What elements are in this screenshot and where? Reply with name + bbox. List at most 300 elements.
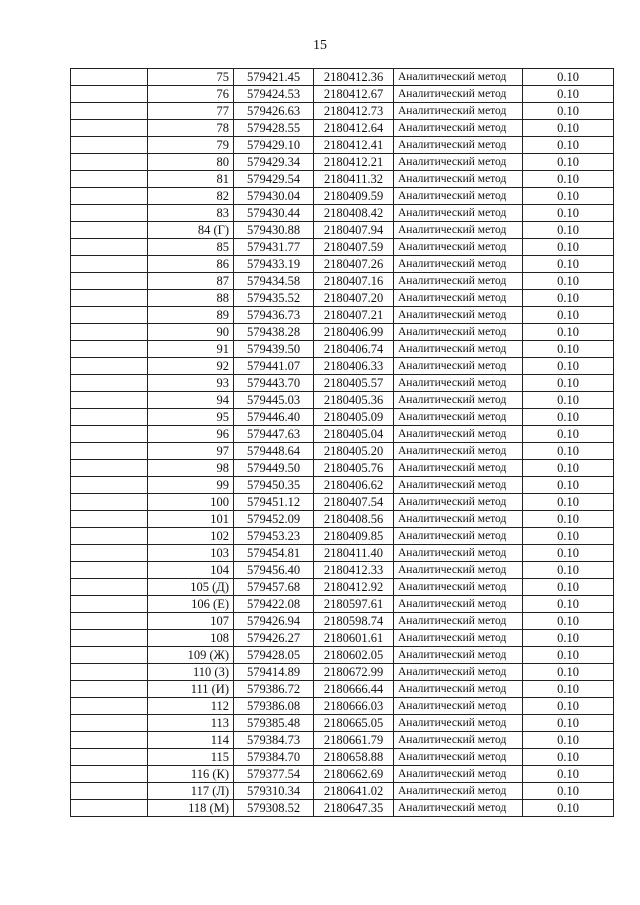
blank-cell xyxy=(71,171,148,188)
blank-cell xyxy=(71,426,148,443)
error-cell: 0.10 xyxy=(523,290,614,307)
error-cell: 0.10 xyxy=(523,273,614,290)
x-coordinate-cell: 579421.45 xyxy=(234,69,314,86)
blank-cell xyxy=(71,732,148,749)
y-coordinate-cell: 2180412.64 xyxy=(314,120,394,137)
x-coordinate-cell: 579430.88 xyxy=(234,222,314,239)
method-cell: Аналитический метод xyxy=(394,69,523,86)
y-coordinate-cell: 2180641.02 xyxy=(314,783,394,800)
y-coordinate-cell: 2180408.42 xyxy=(314,205,394,222)
x-coordinate-cell: 579435.52 xyxy=(234,290,314,307)
coordinates-table-body xyxy=(71,69,614,817)
blank-cell xyxy=(71,800,148,817)
y-coordinate-cell: 2180658.88 xyxy=(314,749,394,766)
error-cell: 0.10 xyxy=(523,460,614,477)
x-coordinate-cell: 579384.70 xyxy=(234,749,314,766)
point-number-cell: 86 xyxy=(148,256,234,273)
x-coordinate-cell: 579443.70 xyxy=(234,375,314,392)
table-row xyxy=(71,613,614,630)
blank-cell xyxy=(71,137,148,154)
y-coordinate-cell: 2180407.94 xyxy=(314,222,394,239)
method-cell: Аналитический метод xyxy=(394,290,523,307)
point-number-cell: 106 (Е) xyxy=(148,596,234,613)
blank-cell xyxy=(71,749,148,766)
table-row xyxy=(71,511,614,528)
point-number-cell: 110 (З) xyxy=(148,664,234,681)
blank-cell xyxy=(71,596,148,613)
error-cell: 0.10 xyxy=(523,732,614,749)
table-row xyxy=(71,630,614,647)
x-coordinate-cell: 579414.89 xyxy=(234,664,314,681)
point-number-cell: 93 xyxy=(148,375,234,392)
blank-cell xyxy=(71,715,148,732)
point-number-cell: 79 xyxy=(148,137,234,154)
blank-cell xyxy=(71,511,148,528)
blank-cell xyxy=(71,494,148,511)
blank-cell xyxy=(71,341,148,358)
error-cell: 0.10 xyxy=(523,205,614,222)
point-number-cell: 96 xyxy=(148,426,234,443)
method-cell: Аналитический метод xyxy=(394,307,523,324)
table-row xyxy=(71,494,614,511)
error-cell: 0.10 xyxy=(523,698,614,715)
point-number-cell: 78 xyxy=(148,120,234,137)
method-cell: Аналитический метод xyxy=(394,511,523,528)
y-coordinate-cell: 2180602.05 xyxy=(314,647,394,664)
y-coordinate-cell: 2180406.99 xyxy=(314,324,394,341)
error-cell: 0.10 xyxy=(523,256,614,273)
method-cell: Аналитический метод xyxy=(394,137,523,154)
method-cell: Аналитический метод xyxy=(394,562,523,579)
error-cell: 0.10 xyxy=(523,188,614,205)
error-cell: 0.10 xyxy=(523,120,614,137)
point-number-cell: 103 xyxy=(148,545,234,562)
blank-cell xyxy=(71,766,148,783)
error-cell: 0.10 xyxy=(523,341,614,358)
y-coordinate-cell: 2180407.54 xyxy=(314,494,394,511)
method-cell: Аналитический метод xyxy=(394,154,523,171)
method-cell: Аналитический метод xyxy=(394,630,523,647)
table-row xyxy=(71,528,614,545)
y-coordinate-cell: 2180406.33 xyxy=(314,358,394,375)
x-coordinate-cell: 579439.50 xyxy=(234,341,314,358)
table-row xyxy=(71,188,614,205)
x-coordinate-cell: 579451.12 xyxy=(234,494,314,511)
blank-cell xyxy=(71,375,148,392)
y-coordinate-cell: 2180411.32 xyxy=(314,171,394,188)
error-cell: 0.10 xyxy=(523,511,614,528)
y-coordinate-cell: 2180661.79 xyxy=(314,732,394,749)
error-cell: 0.10 xyxy=(523,86,614,103)
table-row xyxy=(71,443,614,460)
table-row xyxy=(71,120,614,137)
point-number-cell: 99 xyxy=(148,477,234,494)
table-row xyxy=(71,137,614,154)
error-cell: 0.10 xyxy=(523,239,614,256)
y-coordinate-cell: 2180647.35 xyxy=(314,800,394,817)
method-cell: Аналитический метод xyxy=(394,494,523,511)
blank-cell xyxy=(71,477,148,494)
point-number-cell: 85 xyxy=(148,239,234,256)
blank-cell xyxy=(71,783,148,800)
y-coordinate-cell: 2180405.57 xyxy=(314,375,394,392)
blank-cell xyxy=(71,443,148,460)
blank-cell xyxy=(71,579,148,596)
x-coordinate-cell: 579436.73 xyxy=(234,307,314,324)
blank-cell xyxy=(71,256,148,273)
table-row xyxy=(71,171,614,188)
error-cell: 0.10 xyxy=(523,562,614,579)
error-cell: 0.10 xyxy=(523,681,614,698)
point-number-cell: 105 (Д) xyxy=(148,579,234,596)
x-coordinate-cell: 579453.23 xyxy=(234,528,314,545)
blank-cell xyxy=(71,358,148,375)
table-row xyxy=(71,273,614,290)
y-coordinate-cell: 2180412.36 xyxy=(314,69,394,86)
y-coordinate-cell: 2180412.21 xyxy=(314,154,394,171)
table-row xyxy=(71,239,614,256)
method-cell: Аналитический метод xyxy=(394,460,523,477)
error-cell: 0.10 xyxy=(523,477,614,494)
point-number-cell: 82 xyxy=(148,188,234,205)
blank-cell xyxy=(71,392,148,409)
y-coordinate-cell: 2180405.36 xyxy=(314,392,394,409)
table-row xyxy=(71,341,614,358)
method-cell: Аналитический метод xyxy=(394,443,523,460)
blank-cell xyxy=(71,562,148,579)
method-cell: Аналитический метод xyxy=(394,426,523,443)
table-row xyxy=(71,562,614,579)
blank-cell xyxy=(71,290,148,307)
point-number-cell: 89 xyxy=(148,307,234,324)
table-row xyxy=(71,324,614,341)
table-row xyxy=(71,409,614,426)
table-row xyxy=(71,222,614,239)
x-coordinate-cell: 579449.50 xyxy=(234,460,314,477)
method-cell: Аналитический метод xyxy=(394,681,523,698)
y-coordinate-cell: 2180408.56 xyxy=(314,511,394,528)
y-coordinate-cell: 2180405.09 xyxy=(314,409,394,426)
error-cell: 0.10 xyxy=(523,800,614,817)
method-cell: Аналитический метод xyxy=(394,613,523,630)
point-number-cell: 102 xyxy=(148,528,234,545)
point-number-cell: 100 xyxy=(148,494,234,511)
x-coordinate-cell: 579428.05 xyxy=(234,647,314,664)
y-coordinate-cell: 2180601.61 xyxy=(314,630,394,647)
x-coordinate-cell: 579431.77 xyxy=(234,239,314,256)
x-coordinate-cell: 579310.34 xyxy=(234,783,314,800)
method-cell: Аналитический метод xyxy=(394,256,523,273)
method-cell: Аналитический метод xyxy=(394,579,523,596)
table-row xyxy=(71,205,614,222)
blank-cell xyxy=(71,647,148,664)
y-coordinate-cell: 2180412.73 xyxy=(314,103,394,120)
method-cell: Аналитический метод xyxy=(394,409,523,426)
error-cell: 0.10 xyxy=(523,664,614,681)
x-coordinate-cell: 579377.54 xyxy=(234,766,314,783)
point-number-cell: 117 (Л) xyxy=(148,783,234,800)
x-coordinate-cell: 579426.94 xyxy=(234,613,314,630)
x-coordinate-cell: 579450.35 xyxy=(234,477,314,494)
point-number-cell: 109 (Ж) xyxy=(148,647,234,664)
method-cell: Аналитический метод xyxy=(394,341,523,358)
y-coordinate-cell: 2180662.69 xyxy=(314,766,394,783)
y-coordinate-cell: 2180406.62 xyxy=(314,477,394,494)
table-row xyxy=(71,681,614,698)
table-row xyxy=(71,69,614,86)
error-cell: 0.10 xyxy=(523,579,614,596)
error-cell: 0.10 xyxy=(523,443,614,460)
x-coordinate-cell: 579429.34 xyxy=(234,154,314,171)
point-number-cell: 111 (И) xyxy=(148,681,234,698)
method-cell: Аналитический метод xyxy=(394,783,523,800)
point-number-cell: 112 xyxy=(148,698,234,715)
y-coordinate-cell: 2180411.40 xyxy=(314,545,394,562)
error-cell: 0.10 xyxy=(523,545,614,562)
error-cell: 0.10 xyxy=(523,766,614,783)
error-cell: 0.10 xyxy=(523,171,614,188)
table-row xyxy=(71,800,614,817)
error-cell: 0.10 xyxy=(523,528,614,545)
table-row xyxy=(71,749,614,766)
blank-cell xyxy=(71,528,148,545)
x-coordinate-cell: 579430.04 xyxy=(234,188,314,205)
x-coordinate-cell: 579446.40 xyxy=(234,409,314,426)
error-cell: 0.10 xyxy=(523,392,614,409)
method-cell: Аналитический метод xyxy=(394,477,523,494)
blank-cell xyxy=(71,205,148,222)
point-number-cell: 107 xyxy=(148,613,234,630)
point-number-cell: 91 xyxy=(148,341,234,358)
blank-cell xyxy=(71,239,148,256)
point-number-cell: 115 xyxy=(148,749,234,766)
method-cell: Аналитический метод xyxy=(394,239,523,256)
x-coordinate-cell: 579448.64 xyxy=(234,443,314,460)
table-row xyxy=(71,732,614,749)
y-coordinate-cell: 2180598.74 xyxy=(314,613,394,630)
y-coordinate-cell: 2180666.44 xyxy=(314,681,394,698)
point-number-cell: 94 xyxy=(148,392,234,409)
method-cell: Аналитический метод xyxy=(394,664,523,681)
error-cell: 0.10 xyxy=(523,324,614,341)
method-cell: Аналитический метод xyxy=(394,86,523,103)
method-cell: Аналитический метод xyxy=(394,358,523,375)
y-coordinate-cell: 2180665.05 xyxy=(314,715,394,732)
table-row xyxy=(71,579,614,596)
table-row xyxy=(71,596,614,613)
table-row xyxy=(71,103,614,120)
table-row xyxy=(71,154,614,171)
error-cell: 0.10 xyxy=(523,409,614,426)
method-cell: Аналитический метод xyxy=(394,205,523,222)
table-row xyxy=(71,392,614,409)
x-coordinate-cell: 579434.58 xyxy=(234,273,314,290)
table-row xyxy=(71,647,614,664)
table-row xyxy=(71,426,614,443)
method-cell: Аналитический метод xyxy=(394,392,523,409)
error-cell: 0.10 xyxy=(523,715,614,732)
y-coordinate-cell: 2180409.85 xyxy=(314,528,394,545)
method-cell: Аналитический метод xyxy=(394,171,523,188)
point-number-cell: 113 xyxy=(148,715,234,732)
blank-cell xyxy=(71,698,148,715)
y-coordinate-cell: 2180672.99 xyxy=(314,664,394,681)
x-coordinate-cell: 579429.10 xyxy=(234,137,314,154)
table-row xyxy=(71,256,614,273)
x-coordinate-cell: 579447.63 xyxy=(234,426,314,443)
x-coordinate-cell: 579445.03 xyxy=(234,392,314,409)
blank-cell xyxy=(71,681,148,698)
point-number-cell: 90 xyxy=(148,324,234,341)
point-number-cell: 92 xyxy=(148,358,234,375)
table-row xyxy=(71,460,614,477)
point-number-cell: 104 xyxy=(148,562,234,579)
point-number-cell: 97 xyxy=(148,443,234,460)
y-coordinate-cell: 2180407.26 xyxy=(314,256,394,273)
table-row xyxy=(71,783,614,800)
method-cell: Аналитический метод xyxy=(394,103,523,120)
y-coordinate-cell: 2180407.59 xyxy=(314,239,394,256)
table-row xyxy=(71,358,614,375)
x-coordinate-cell: 579429.54 xyxy=(234,171,314,188)
point-number-cell: 76 xyxy=(148,86,234,103)
table-row xyxy=(71,664,614,681)
coordinates-table xyxy=(70,68,614,817)
x-coordinate-cell: 579428.55 xyxy=(234,120,314,137)
error-cell: 0.10 xyxy=(523,596,614,613)
coordinates-table-container xyxy=(70,68,614,817)
y-coordinate-cell: 2180407.21 xyxy=(314,307,394,324)
y-coordinate-cell: 2180407.16 xyxy=(314,273,394,290)
method-cell: Аналитический метод xyxy=(394,545,523,562)
point-number-cell: 80 xyxy=(148,154,234,171)
x-coordinate-cell: 579422.08 xyxy=(234,596,314,613)
point-number-cell: 84 (Г) xyxy=(148,222,234,239)
point-number-cell: 83 xyxy=(148,205,234,222)
blank-cell xyxy=(71,409,148,426)
table-row xyxy=(71,477,614,494)
error-cell: 0.10 xyxy=(523,154,614,171)
error-cell: 0.10 xyxy=(523,783,614,800)
error-cell: 0.10 xyxy=(523,647,614,664)
y-coordinate-cell: 2180405.04 xyxy=(314,426,394,443)
point-number-cell: 101 xyxy=(148,511,234,528)
x-coordinate-cell: 579308.52 xyxy=(234,800,314,817)
table-row xyxy=(71,545,614,562)
x-coordinate-cell: 579433.19 xyxy=(234,256,314,273)
x-coordinate-cell: 579454.81 xyxy=(234,545,314,562)
table-row xyxy=(71,766,614,783)
point-number-cell: 108 xyxy=(148,630,234,647)
x-coordinate-cell: 579441.07 xyxy=(234,358,314,375)
y-coordinate-cell: 2180412.33 xyxy=(314,562,394,579)
x-coordinate-cell: 579438.28 xyxy=(234,324,314,341)
table-row xyxy=(71,375,614,392)
error-cell: 0.10 xyxy=(523,630,614,647)
y-coordinate-cell: 2180412.67 xyxy=(314,86,394,103)
error-cell: 0.10 xyxy=(523,613,614,630)
table-row xyxy=(71,290,614,307)
point-number-cell: 114 xyxy=(148,732,234,749)
x-coordinate-cell: 579452.09 xyxy=(234,511,314,528)
error-cell: 0.10 xyxy=(523,103,614,120)
x-coordinate-cell: 579386.08 xyxy=(234,698,314,715)
blank-cell xyxy=(71,324,148,341)
method-cell: Аналитический метод xyxy=(394,528,523,545)
point-number-cell: 75 xyxy=(148,69,234,86)
blank-cell xyxy=(71,222,148,239)
method-cell: Аналитический метод xyxy=(394,749,523,766)
table-row xyxy=(71,698,614,715)
blank-cell xyxy=(71,86,148,103)
y-coordinate-cell: 2180666.03 xyxy=(314,698,394,715)
method-cell: Аналитический метод xyxy=(394,715,523,732)
method-cell: Аналитический метод xyxy=(394,732,523,749)
table-row xyxy=(71,307,614,324)
y-coordinate-cell: 2180405.20 xyxy=(314,443,394,460)
y-coordinate-cell: 2180406.74 xyxy=(314,341,394,358)
method-cell: Аналитический метод xyxy=(394,766,523,783)
x-coordinate-cell: 579386.72 xyxy=(234,681,314,698)
x-coordinate-cell: 579457.68 xyxy=(234,579,314,596)
y-coordinate-cell: 2180597.61 xyxy=(314,596,394,613)
blank-cell xyxy=(71,120,148,137)
blank-cell xyxy=(71,630,148,647)
blank-cell xyxy=(71,460,148,477)
blank-cell xyxy=(71,273,148,290)
method-cell: Аналитический метод xyxy=(394,120,523,137)
x-coordinate-cell: 579384.73 xyxy=(234,732,314,749)
error-cell: 0.10 xyxy=(523,222,614,239)
method-cell: Аналитический метод xyxy=(394,188,523,205)
y-coordinate-cell: 2180405.76 xyxy=(314,460,394,477)
y-coordinate-cell: 2180412.41 xyxy=(314,137,394,154)
error-cell: 0.10 xyxy=(523,494,614,511)
point-number-cell: 98 xyxy=(148,460,234,477)
y-coordinate-cell: 2180407.20 xyxy=(314,290,394,307)
method-cell: Аналитический метод xyxy=(394,375,523,392)
point-number-cell: 81 xyxy=(148,171,234,188)
method-cell: Аналитический метод xyxy=(394,273,523,290)
y-coordinate-cell: 2180409.59 xyxy=(314,188,394,205)
x-coordinate-cell: 579426.63 xyxy=(234,103,314,120)
blank-cell xyxy=(71,103,148,120)
point-number-cell: 95 xyxy=(148,409,234,426)
point-number-cell: 118 (М) xyxy=(148,800,234,817)
blank-cell xyxy=(71,545,148,562)
error-cell: 0.10 xyxy=(523,137,614,154)
method-cell: Аналитический метод xyxy=(394,698,523,715)
error-cell: 0.10 xyxy=(523,358,614,375)
y-coordinate-cell: 2180412.92 xyxy=(314,579,394,596)
blank-cell xyxy=(71,307,148,324)
error-cell: 0.10 xyxy=(523,375,614,392)
table-row xyxy=(71,86,614,103)
point-number-cell: 116 (К) xyxy=(148,766,234,783)
point-number-cell: 77 xyxy=(148,103,234,120)
method-cell: Аналитический метод xyxy=(394,596,523,613)
point-number-cell: 88 xyxy=(148,290,234,307)
point-number-cell: 87 xyxy=(148,273,234,290)
blank-cell xyxy=(71,154,148,171)
page-number: 15 xyxy=(313,38,327,53)
error-cell: 0.10 xyxy=(523,749,614,766)
blank-cell xyxy=(71,69,148,86)
method-cell: Аналитический метод xyxy=(394,324,523,341)
x-coordinate-cell: 579426.27 xyxy=(234,630,314,647)
x-coordinate-cell: 579430.44 xyxy=(234,205,314,222)
x-coordinate-cell: 579385.48 xyxy=(234,715,314,732)
